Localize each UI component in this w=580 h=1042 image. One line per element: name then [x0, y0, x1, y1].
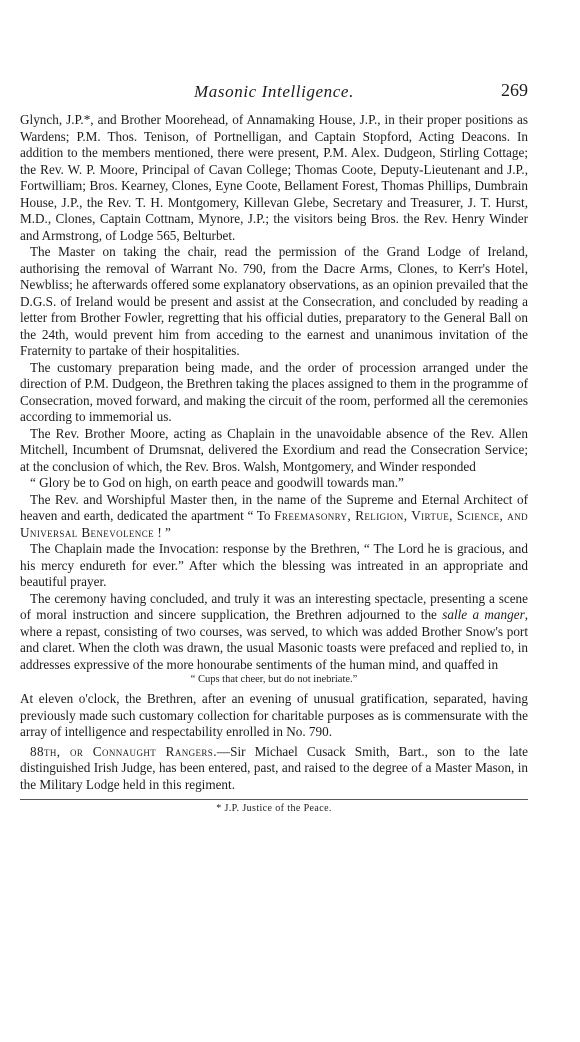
rangers-heading: 88th, or Connaught Rangers. [30, 743, 217, 759]
paragraph-dedication [20, 492, 528, 542]
footnote-rule [20, 799, 528, 800]
page-number: 269 [501, 80, 528, 100]
paragraph-closing: At eleven o'clock, the Brethren, after an evening of unusual gratification, separated, having previously made such customary collection for charitable purposes as is commensurate with the array of intelligence and respectability enrolled in No. 790. [20, 691, 528, 739]
paragraph-procession: The customary preparation being made, and the order of procession arranged under the direction of P.M. Dudgeon, the Brethren taking the places assigned to them in the programme of Consecration, moved forward, and making the circuit of the room, performed all the ceremonies according to immemorial us. [20, 359, 528, 424]
paragraph-chaplain: The Rev. Brother Moore, acting as Chaplain in the unavoidable absence of the Rev. Allen Mitchell, Incumbent of Drumsnat, delivered the Exordium and read the Consecration Service; at the conclusion of which, the Rev. Bros. Walsh, Montgomery, and Winder responded [20, 425, 528, 474]
paragraph-repast [20, 591, 528, 674]
dedication-caps: Freemasonry, Religion, Virtue, Science, and Universal Benevolence [20, 508, 528, 540]
dedication-lead: The Rev. and Worshipful Master then, in the name of the Supreme and Eternal Architect of heaven and earth, dedicated the apartment “ To [20, 491, 528, 523]
running-head [20, 82, 528, 108]
repast-italic: salle a manger [442, 607, 525, 622]
paragraph-warrant: The Master on taking the chair, read the permission of the Grand Lodge of Ireland, authorising the removal of Warrant No. 790, from the Dacre Arms, Clones, to Kerr's Hotel, Newbliss; he afterwards offered some explanatory observations, as an opinion prevailed that the D.G.S. of Ireland would be present and assist at the Consecration, and concluded by reading a letter from Brother Fowler, regretting that his official duties, preparatory to the General Ball on the 24th, would prevent him from acceding to the earnest and unanimous invitation of the Fraternity to partake of their hospitalities. [20, 244, 528, 358]
rangers-text: —Sir Michael Cusack Smith, Bart., son to the late distinguished Irish Judge, has been entered, past, and raised to the degree of a Master Mason, in the Military Lodge held in this regiment. [20, 743, 529, 792]
paragraph-attendees: Glynch, J.P.*, and Brother Moorehead, of Annamaking House, J.P., in their proper positions as Wardens; P.M. Thos. Tenison, of Portnelligan, and Captain Stopford, Acting Deacons. In addition to the members mentioned, there were present, P.M. Alex. Dudgeon, Stirling Cottage; the Rev. W. P. Moore, Principal of Cavan College; Thomas Coote, Deputy-Lieutenant and J.P., Fortwilliam; Bros. Kearney, Clones, Eyne Coote, Bellament Forest, Thomas Phillips, Dumbrain House, J.P., the Rev. T. H. Montgomery, Killevan Glebe, Secretary and Treasurer, J. T. Hurst, M.D., Clones, Captain Cottnam, Mynore, J.P.; the visitors being Bros. the Rev. Henry Winder and Armstrong, of Lodge 565, Belturbet. [20, 112, 528, 243]
paragraph-invocation: The Chaplain made the Invocation: response by the Brethren, “ The Lord he is gracious, and his mercy endureth for ever.” After which the blessing was intreated in an appropriate and beautiful prayer. [20, 541, 528, 589]
running-title: Masonic Intelligence. [194, 82, 354, 101]
body-text [20, 112, 528, 793]
paragraph-glory: “ Glory be to God on high, on earth peace and goodwill towards man.” [30, 475, 404, 490]
paragraph-rangers [20, 744, 528, 794]
repast-lead: The ceremony having concluded, and truly it was an interesting spectacle, presenting a scene of moral instruction and sincere supplication, the Brethren adjourned to the [20, 590, 528, 622]
repast-tail: , where a repast, consisting of two courses, was served, to which was added Brother Snow's port and claret. When the cloth was drawn, the usual Masonic toasts were prefaced and replied to, in addresses expressive of the more honourabe sentiments of the human mind, and quaffed in [20, 607, 528, 672]
quote-line: “ Cups that cheer, but do not inebriate.” [190, 674, 358, 685]
dedication-tail: ! ” [154, 524, 171, 540]
footnote: * J.P. Justice of the Peace. [216, 803, 332, 814]
